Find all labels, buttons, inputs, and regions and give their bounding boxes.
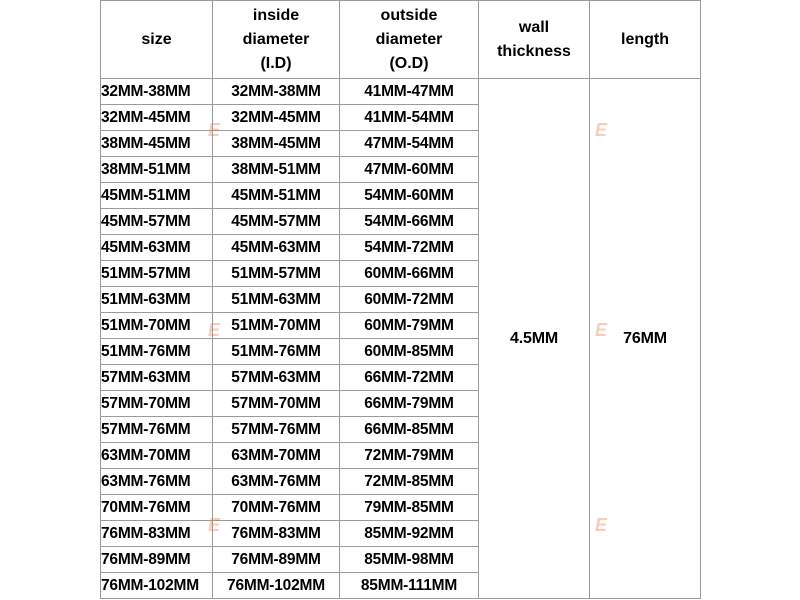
size-cell: 38MM-51MM: [101, 157, 213, 183]
size-cell: 51MM-70MM: [101, 313, 213, 339]
spec-sheet: [100, 0, 700, 600]
size-cell: 63MM-70MM: [101, 443, 213, 469]
header-inside-line3: (I.D): [260, 54, 292, 72]
outside-diameter-cell: 60MM-66MM: [340, 261, 479, 287]
size-cell: 57MM-70MM: [101, 391, 213, 417]
header-inside-line2: diameter: [242, 30, 310, 48]
header-inside-line1: inside: [252, 6, 300, 24]
size-cell: 57MM-63MM: [101, 365, 213, 391]
size-cell: 32MM-38MM: [101, 79, 213, 105]
size-cell: 38MM-45MM: [101, 131, 213, 157]
watermark-logo: E: [595, 515, 608, 535]
length-value: 76MM: [590, 79, 701, 599]
outside-diameter-cell: 66MM-72MM: [340, 365, 479, 391]
header-outside-line1: outside: [380, 6, 438, 24]
table-row: [101, 79, 701, 105]
size-cell: 63MM-76MM: [101, 469, 213, 495]
size-cell: 57MM-76MM: [101, 417, 213, 443]
size-cell: 45MM-51MM: [101, 183, 213, 209]
inside-diameter-cell: 45MM-51MM: [213, 183, 340, 209]
size-cell: 76MM-89MM: [101, 547, 213, 573]
inside-diameter-cell: 70MM-76MM: [213, 495, 340, 521]
inside-diameter-cell: 45MM-63MM: [213, 235, 340, 261]
outside-diameter-cell: 66MM-85MM: [340, 417, 479, 443]
size-cell: 51MM-63MM: [101, 287, 213, 313]
inside-diameter-cell: 32MM-38MM: [213, 79, 340, 105]
header-length: length: [590, 1, 701, 79]
watermark-logo: E: [595, 120, 608, 140]
table-body: [101, 79, 701, 599]
size-table: [100, 0, 701, 599]
outside-diameter-cell: 85MM-98MM: [340, 547, 479, 573]
watermark-logo: E: [208, 120, 221, 140]
header-outside-diameter: [340, 1, 479, 79]
size-cell: 32MM-45MM: [101, 105, 213, 131]
inside-diameter-cell: 63MM-76MM: [213, 469, 340, 495]
outside-diameter-cell: 47MM-60MM: [340, 157, 479, 183]
outside-diameter-cell: 72MM-85MM: [340, 469, 479, 495]
inside-diameter-cell: 57MM-76MM: [213, 417, 340, 443]
size-cell: 51MM-76MM: [101, 339, 213, 365]
inside-diameter-cell: 76MM-102MM: [213, 573, 340, 599]
inside-diameter-cell: 51MM-76MM: [213, 339, 340, 365]
header-outside-line3: (O.D): [389, 54, 429, 72]
inside-diameter-cell: 76MM-89MM: [213, 547, 340, 573]
header-wall-line1: wall: [518, 18, 550, 36]
header-inside-diameter: [213, 1, 340, 79]
inside-diameter-cell: 32MM-45MM: [213, 105, 340, 131]
inside-diameter-cell: 57MM-63MM: [213, 365, 340, 391]
inside-diameter-cell: 51MM-70MM: [213, 313, 340, 339]
inside-diameter-cell: 51MM-57MM: [213, 261, 340, 287]
size-cell: 45MM-63MM: [101, 235, 213, 261]
size-cell: 76MM-83MM: [101, 521, 213, 547]
inside-diameter-cell: 76MM-83MM: [213, 521, 340, 547]
inside-diameter-cell: 38MM-45MM: [213, 131, 340, 157]
inside-diameter-cell: 63MM-70MM: [213, 443, 340, 469]
header-outside-line2: diameter: [375, 30, 443, 48]
outside-diameter-cell: 54MM-66MM: [340, 209, 479, 235]
header-wall-line2: thickness: [497, 42, 571, 60]
outside-diameter-cell: 85MM-92MM: [340, 521, 479, 547]
size-cell: 45MM-57MM: [101, 209, 213, 235]
outside-diameter-cell: 47MM-54MM: [340, 131, 479, 157]
header-row: [101, 1, 701, 79]
watermark-logo: E: [208, 515, 221, 535]
outside-diameter-cell: 60MM-79MM: [340, 313, 479, 339]
inside-diameter-cell: 51MM-63MM: [213, 287, 340, 313]
outside-diameter-cell: 85MM-111MM: [340, 573, 479, 599]
outside-diameter-cell: 66MM-79MM: [340, 391, 479, 417]
inside-diameter-cell: 45MM-57MM: [213, 209, 340, 235]
header-wall-thickness: [479, 1, 590, 79]
outside-diameter-cell: 41MM-54MM: [340, 105, 479, 131]
size-cell: 70MM-76MM: [101, 495, 213, 521]
outside-diameter-cell: 72MM-79MM: [340, 443, 479, 469]
watermark-logo: E: [595, 320, 608, 340]
outside-diameter-cell: 79MM-85MM: [340, 495, 479, 521]
outside-diameter-cell: 54MM-60MM: [340, 183, 479, 209]
inside-diameter-cell: 38MM-51MM: [213, 157, 340, 183]
outside-diameter-cell: 54MM-72MM: [340, 235, 479, 261]
header-size: size: [101, 1, 213, 79]
size-cell: 51MM-57MM: [101, 261, 213, 287]
wall-thickness-value: 4.5MM: [479, 79, 590, 599]
watermark-logo: E: [208, 320, 221, 340]
outside-diameter-cell: 60MM-72MM: [340, 287, 479, 313]
size-cell: 76MM-102MM: [101, 573, 213, 599]
outside-diameter-cell: 60MM-85MM: [340, 339, 479, 365]
inside-diameter-cell: 57MM-70MM: [213, 391, 340, 417]
outside-diameter-cell: 41MM-47MM: [340, 79, 479, 105]
